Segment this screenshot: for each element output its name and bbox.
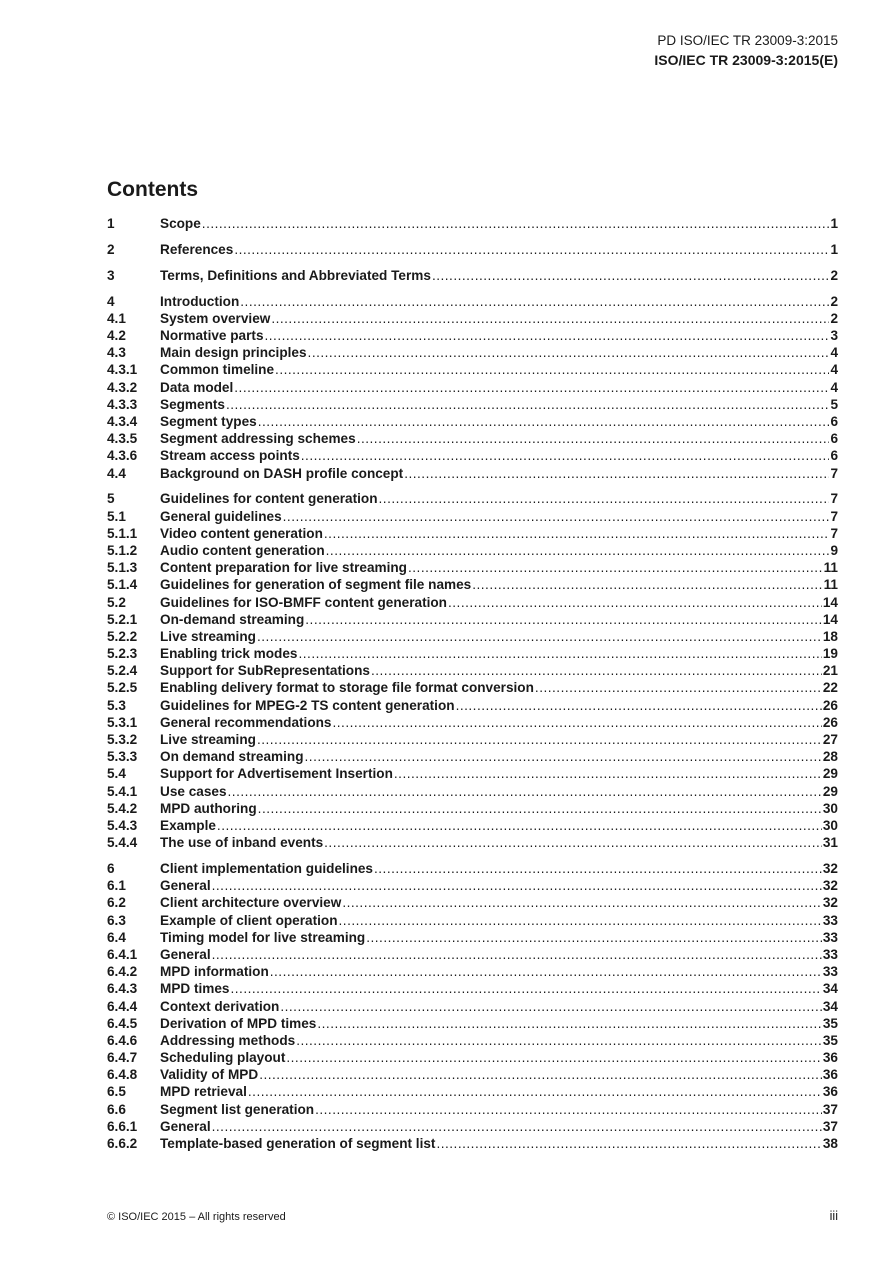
toc-entry[interactable] (107, 963, 838, 980)
toc-entry-title[interactable]: Background on DASH profile concept (160, 465, 404, 481)
toc-entry-title[interactable]: Segment addressing schemes (160, 431, 356, 447)
toc-entry-page[interactable]: 4 (830, 362, 838, 378)
page-title: Contents (107, 178, 198, 201)
toc-leader-dots (324, 834, 822, 851)
toc-entry-number: 6.3 (107, 912, 126, 928)
page-number: iii (829, 1209, 838, 1223)
toc-entry-number: 3 (107, 267, 115, 283)
toc-entry-page[interactable]: 32 (822, 878, 838, 894)
toc-entry-page[interactable]: 26 (822, 697, 838, 713)
copyright-notice: © ISO/IEC 2015 – All rights reserved (107, 1211, 286, 1223)
toc-entry[interactable] (107, 344, 838, 361)
toc-leader-dots (436, 1135, 821, 1152)
toc-entry-page[interactable]: 37 (822, 1101, 838, 1117)
toc-leader-dots (228, 783, 822, 800)
toc-entry-title[interactable]: General (160, 1118, 211, 1134)
toc-entry[interactable] (107, 894, 838, 911)
toc-entry-title[interactable]: Segment types (160, 413, 257, 429)
toc-entry-page[interactable]: 6 (830, 431, 838, 447)
toc-leader-dots (432, 267, 830, 284)
toc-entry-page[interactable]: 30 (822, 817, 838, 833)
toc-leader-dots (371, 662, 822, 679)
toc-entry-page[interactable]: 7 (830, 491, 838, 507)
toc-entry[interactable] (107, 465, 838, 482)
toc-entry-number: 6.2 (107, 895, 126, 911)
toc-leader-dots (202, 215, 830, 232)
toc-entry-number: 6.5 (107, 1084, 126, 1100)
toc-entry[interactable] (107, 447, 838, 464)
toc-leader-dots (258, 800, 822, 817)
toc-entry-number: 5.3 (107, 697, 126, 713)
toc-entry[interactable] (107, 860, 838, 877)
toc-entry[interactable] (107, 542, 838, 559)
toc-entry-title[interactable]: The use of inband events (160, 835, 324, 851)
toc-entry-page[interactable]: 36 (822, 1084, 838, 1100)
toc-entry-title[interactable]: Guidelines for MPEG-2 TS content generation (160, 697, 455, 713)
toc-entry-page[interactable]: 7 (830, 465, 838, 481)
toc-entry-page[interactable]: 34 (822, 998, 838, 1014)
toc-entry[interactable] (107, 697, 838, 714)
toc-entry-title[interactable]: Validity of MPD (160, 1067, 259, 1083)
toc-entry-number: 5.2.1 (107, 611, 138, 627)
toc-entry-page[interactable]: 32 (822, 861, 838, 876)
toc-entry-title[interactable]: General (160, 878, 211, 894)
toc-entry-number: 1 (107, 216, 115, 231)
toc-entry[interactable] (107, 748, 838, 765)
toc-entry-title[interactable]: Live streaming (160, 628, 256, 644)
toc-leader-dots (535, 679, 822, 696)
toc-entry-number: 5.1.4 (107, 577, 138, 593)
toc-entry-number: 5.3.1 (107, 714, 138, 730)
toc-leader-dots (308, 344, 830, 361)
toc-entry-title[interactable]: Template-based generation of segment list (160, 1136, 436, 1151)
toc-leader-dots (257, 731, 822, 748)
toc-entry-number: 6.6 (107, 1101, 126, 1117)
toc-entry-number: 4.3 (107, 345, 126, 361)
toc-leader-dots (217, 817, 822, 834)
toc-entry-page[interactable]: 6 (830, 448, 838, 464)
toc-entry-title[interactable]: General recommendations (160, 714, 332, 730)
toc-entry[interactable] (107, 929, 838, 946)
toc-entry[interactable] (107, 525, 838, 542)
toc-entry[interactable] (107, 912, 838, 929)
toc-entry-number: 6.4.3 (107, 981, 138, 997)
toc-entry-page[interactable]: 29 (822, 783, 838, 799)
toc-entry-title[interactable]: Introduction (160, 293, 240, 309)
toc-entry-title[interactable]: Scope (160, 216, 201, 231)
toc-entry-page[interactable]: 33 (822, 964, 838, 980)
toc-entry-page[interactable]: 3 (830, 328, 838, 343)
toc-entry-page[interactable]: 35 (822, 1015, 838, 1031)
toc-leader-dots (234, 379, 829, 396)
toc-entry[interactable] (107, 430, 838, 447)
toc-entry-number: 6.4.4 (107, 998, 138, 1014)
toc-entry-page[interactable]: 33 (822, 912, 838, 928)
toc-entry[interactable] (107, 508, 838, 525)
toc-entry-page[interactable]: 32 (822, 895, 838, 911)
toc-entry[interactable] (107, 310, 838, 327)
toc-leader-dots (231, 980, 822, 997)
toc-entry[interactable] (107, 293, 838, 310)
toc-entry-number: 5.2.4 (107, 663, 138, 679)
toc-entry-number: 4.3.1 (107, 362, 138, 378)
toc-entry-number: 4.3.4 (107, 413, 138, 429)
toc-entry[interactable] (107, 1118, 838, 1135)
toc-entry-title[interactable]: Segment list generation (160, 1101, 315, 1117)
toc-entry[interactable] (107, 361, 838, 378)
toc-leader-dots (326, 542, 830, 559)
toc-entry-title[interactable]: Client architecture overview (160, 895, 342, 911)
toc-entry[interactable] (107, 714, 838, 731)
standard-number: ISO/IEC TR 23009-3:2015(E) (654, 52, 838, 68)
toc-leader-dots (366, 929, 822, 946)
toc-entry-title[interactable]: Enabling trick modes (160, 646, 298, 662)
toc-entry[interactable] (107, 980, 838, 997)
toc-entry-number: 6.4.1 (107, 946, 138, 962)
toc-leader-dots (212, 1118, 822, 1135)
toc-entry-page[interactable]: 33 (822, 946, 838, 962)
toc-entry-page[interactable]: 1 (830, 216, 838, 231)
toc-entry-title[interactable]: Example of client operation (160, 912, 338, 928)
toc-entry-number: 6.4.7 (107, 1050, 138, 1066)
toc-entry-number: 4.2 (107, 328, 126, 343)
toc-entry[interactable] (107, 817, 838, 834)
toc-entry-title[interactable]: On demand streaming (160, 749, 304, 765)
toc-entry-page[interactable]: 14 (822, 611, 838, 627)
toc-entry-page[interactable]: 33 (822, 929, 838, 945)
toc-entry-page[interactable]: 7 (830, 508, 838, 524)
toc-leader-dots (408, 559, 823, 576)
toc-entry-page[interactable]: 1 (830, 241, 838, 257)
toc-leader-dots (357, 430, 830, 447)
toc-entry-page[interactable]: 38 (822, 1136, 838, 1151)
toc-entry-title[interactable]: Use cases (160, 783, 227, 799)
toc-leader-dots (275, 361, 829, 378)
toc-entry-title[interactable]: Live streaming (160, 732, 256, 747)
toc-entry-page[interactable]: 18 (822, 628, 838, 644)
toc-entry[interactable] (107, 628, 838, 645)
toc-entry[interactable] (107, 834, 838, 851)
toc-entry-title[interactable]: MPD information (160, 964, 269, 980)
toc-entry-title[interactable]: General (160, 946, 211, 962)
toc-entry[interactable] (107, 946, 838, 963)
toc-entry[interactable] (107, 379, 838, 396)
toc-leader-dots (379, 490, 830, 507)
toc-entry-number: 5.3.2 (107, 732, 138, 747)
document-number: PD ISO/IEC TR 23009-3:2015 (657, 33, 838, 48)
toc-entry-number: 4.3.2 (107, 379, 138, 395)
toc-entry-number: 4.3.3 (107, 396, 138, 412)
toc-entry-title[interactable]: Stream access points (160, 448, 300, 464)
toc-entry[interactable] (107, 1015, 838, 1032)
toc-entry[interactable] (107, 645, 838, 662)
toc-entry-page[interactable]: 26 (822, 714, 838, 730)
toc-leader-dots (342, 894, 822, 911)
toc-entry-number: 6.4.6 (107, 1032, 138, 1048)
toc-entry-page[interactable]: 9 (830, 542, 838, 558)
toc-leader-dots (404, 465, 829, 482)
toc-entry-title[interactable]: Content preparation for live streaming (160, 560, 407, 576)
toc-entry-number: 5 (107, 491, 115, 507)
toc-entry-number: 6.4.5 (107, 1015, 138, 1031)
toc-entry[interactable] (107, 490, 838, 507)
toc-leader-dots (301, 447, 830, 464)
toc-entry-number: 5.1.2 (107, 542, 138, 558)
toc-entry-number: 5.2.3 (107, 646, 138, 662)
toc-entry[interactable] (107, 679, 838, 696)
toc-entry-title[interactable]: Example (160, 817, 216, 833)
toc-entry-page[interactable]: 30 (822, 800, 838, 816)
toc-entry-title[interactable]: Timing model for live streaming (160, 929, 366, 945)
toc-entry-title[interactable]: Guidelines for ISO-BMFF content generation (160, 594, 447, 610)
toc-entry[interactable] (107, 1083, 838, 1100)
toc-entry-title[interactable]: Data model (160, 379, 234, 395)
toc-entry[interactable] (107, 783, 838, 800)
toc-leader-dots (212, 946, 822, 963)
toc-entry-number: 6.1 (107, 878, 126, 894)
toc-entry-number: 4.1 (107, 310, 126, 326)
toc-entry-number: 5.1.3 (107, 560, 138, 576)
toc-entry[interactable] (107, 413, 838, 430)
toc-entry-page[interactable]: 2 (830, 293, 838, 309)
toc-entry[interactable] (107, 267, 838, 284)
toc-entry-title[interactable]: Addressing methods (160, 1032, 296, 1048)
toc-entry-page[interactable]: 37 (822, 1118, 838, 1134)
toc-entry-title[interactable]: Terms, Definitions and Abbreviated Terms (160, 267, 431, 283)
toc-entry-number: 6.6.2 (107, 1136, 138, 1151)
toc-entry[interactable] (107, 1066, 838, 1083)
toc-entry-title[interactable]: System overview (160, 310, 271, 326)
toc-leader-dots (456, 697, 822, 714)
toc-leader-dots (394, 765, 822, 782)
toc-leader-dots (315, 1101, 822, 1118)
toc-leader-dots (286, 1049, 822, 1066)
toc-leader-dots (298, 645, 821, 662)
toc-entry-page[interactable]: 11 (823, 560, 838, 576)
toc-entry-title[interactable]: On-demand streaming (160, 611, 305, 627)
toc-entry-title[interactable]: MPD retrieval (160, 1084, 247, 1100)
toc-entry-title[interactable]: Guidelines for content generation (160, 491, 378, 507)
toc-entry-title[interactable]: General guidelines (160, 508, 282, 524)
toc-entry-title[interactable]: Enabling delivery format to storage file format conversion (160, 680, 534, 696)
toc-entry-page[interactable]: 31 (822, 835, 838, 851)
toc-leader-dots (283, 508, 830, 525)
toc-leader-dots (248, 1083, 822, 1100)
toc-entry-title[interactable]: Common timeline (160, 362, 275, 378)
toc-entry-page[interactable]: 36 (822, 1050, 838, 1066)
toc-entry-title[interactable]: Guidelines for generation of segment file names (160, 577, 472, 593)
toc-entry-page[interactable]: 7 (830, 525, 838, 541)
toc-entry-number: 5.4.4 (107, 835, 138, 851)
toc-entry[interactable] (107, 765, 838, 782)
toc-entry-title[interactable]: Segments (160, 396, 225, 412)
toc-leader-dots (270, 963, 822, 980)
toc-entry-number: 5.4.2 (107, 800, 138, 816)
toc-entry-title[interactable]: Video content generation (160, 525, 323, 541)
toc-entry[interactable] (107, 594, 838, 611)
toc-leader-dots (472, 576, 822, 593)
toc-entry-number: 6.4.2 (107, 964, 138, 980)
toc-entry-title[interactable]: MPD authoring (160, 800, 257, 816)
toc-leader-dots (339, 912, 822, 929)
toc-leader-dots (448, 594, 822, 611)
toc-entry-number: 5.4.3 (107, 817, 138, 833)
toc-entry-number: 4.3.5 (107, 431, 138, 447)
toc-leader-dots (296, 1032, 822, 1049)
toc-leader-dots (305, 748, 822, 765)
toc-entry-number: 5.2.5 (107, 680, 138, 696)
toc-entry[interactable] (107, 1049, 838, 1066)
toc-leader-dots (305, 611, 822, 628)
toc-entry-title[interactable]: Support for Advertisement Insertion (160, 766, 393, 782)
toc-entry-page[interactable]: 4 (830, 379, 838, 395)
toc-entry-page[interactable]: 27 (822, 732, 838, 747)
toc-entry[interactable] (107, 241, 838, 258)
toc-entry-title[interactable]: Main design principles (160, 345, 307, 361)
table-of-contents (107, 215, 838, 1152)
toc-entry-page[interactable]: 2 (830, 310, 838, 326)
toc-leader-dots (317, 1015, 822, 1032)
toc-entry[interactable] (107, 1101, 838, 1118)
toc-entry-number: 4.4 (107, 465, 126, 481)
toc-entry-number: 5.2 (107, 594, 126, 610)
toc-entry-number: 6.6.1 (107, 1118, 138, 1134)
toc-leader-dots (259, 1066, 822, 1083)
toc-leader-dots (226, 396, 829, 413)
toc-entry[interactable] (107, 662, 838, 679)
toc-entry-title[interactable]: Scheduling playout (160, 1050, 286, 1066)
toc-leader-dots (333, 714, 822, 731)
toc-entry-title[interactable]: References (160, 241, 234, 257)
toc-entry[interactable] (107, 396, 838, 413)
toc-leader-dots (265, 327, 830, 344)
toc-entry-number: 5.4.1 (107, 783, 138, 799)
toc-entry[interactable] (107, 327, 838, 344)
toc-entry-number: 6.4.8 (107, 1067, 138, 1083)
toc-entry[interactable] (107, 731, 838, 748)
toc-entry-number: 5.2.2 (107, 628, 138, 644)
toc-entry[interactable] (107, 215, 838, 232)
toc-entry-title[interactable]: Support for SubRepresentations (160, 663, 370, 679)
toc-leader-dots (374, 860, 822, 877)
toc-entry[interactable] (107, 1032, 838, 1049)
toc-entry-page[interactable]: 36 (822, 1067, 838, 1083)
toc-entry-title[interactable]: Context derivation (160, 998, 280, 1014)
toc-entry-page[interactable]: 6 (830, 413, 838, 429)
toc-entry-title[interactable]: MPD times (160, 981, 230, 997)
toc-leader-dots (234, 241, 829, 258)
toc-leader-dots (271, 310, 829, 327)
toc-entry-page[interactable]: 19 (822, 646, 838, 662)
toc-entry[interactable] (107, 877, 838, 894)
toc-entry-page[interactable]: 14 (822, 594, 838, 610)
toc-leader-dots (212, 877, 822, 894)
toc-entry-number: 6 (107, 861, 115, 876)
toc-entry-page[interactable]: 29 (822, 766, 838, 782)
toc-entry[interactable] (107, 998, 838, 1015)
toc-entry[interactable] (107, 576, 838, 593)
toc-entry-title[interactable]: Audio content generation (160, 542, 325, 558)
toc-entry-title[interactable]: Derivation of MPD times (160, 1015, 317, 1031)
toc-leader-dots (280, 998, 822, 1015)
toc-entry-page[interactable]: 28 (822, 749, 838, 765)
toc-leader-dots (258, 413, 830, 430)
toc-entry-number: 4 (107, 293, 115, 309)
toc-entry-page[interactable]: 4 (830, 345, 838, 361)
toc-entry-number: 5.1.1 (107, 525, 138, 541)
toc-entry-page[interactable]: 34 (822, 981, 838, 997)
toc-entry[interactable] (107, 1135, 838, 1152)
toc-entry-page[interactable]: 2 (830, 267, 838, 283)
toc-entry-page[interactable]: 35 (822, 1032, 838, 1048)
toc-entry-number: 5.1 (107, 508, 126, 524)
toc-leader-dots (257, 628, 822, 645)
toc-entry-number: 4.3.6 (107, 448, 138, 464)
toc-leader-dots (324, 525, 830, 542)
toc-entry-title[interactable]: Normative parts (160, 328, 264, 343)
toc-entry-page[interactable]: 22 (822, 680, 838, 696)
toc-entry-title[interactable]: Client implementation guidelines (160, 861, 373, 876)
toc-entry-page[interactable]: 5 (830, 396, 838, 412)
toc-entry-page[interactable]: 21 (822, 663, 838, 679)
toc-entry[interactable] (107, 611, 838, 628)
toc-entry-page[interactable]: 11 (823, 577, 838, 593)
toc-entry-number: 6.4 (107, 929, 126, 945)
toc-entry[interactable] (107, 559, 838, 576)
toc-entry[interactable] (107, 800, 838, 817)
toc-entry-number: 5.4 (107, 766, 126, 782)
toc-entry-number: 2 (107, 241, 115, 257)
toc-entry-number: 5.3.3 (107, 749, 138, 765)
toc-leader-dots (240, 293, 829, 310)
